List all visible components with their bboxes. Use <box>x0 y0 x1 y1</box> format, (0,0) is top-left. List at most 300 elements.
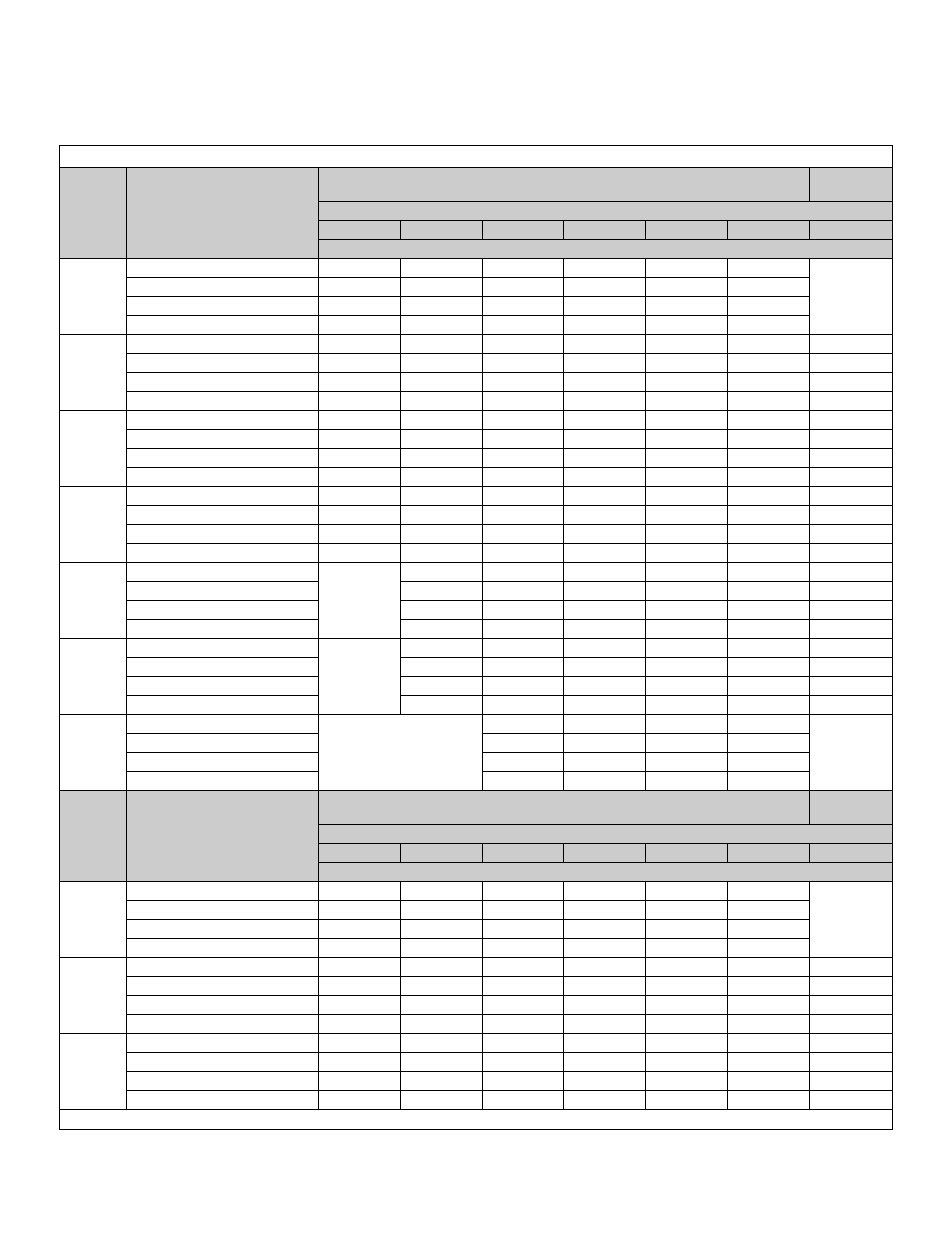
row-name <box>127 1015 319 1034</box>
data-cell <box>810 582 893 601</box>
header-group <box>319 791 810 825</box>
data-cell <box>483 449 564 468</box>
data-cell <box>319 506 401 525</box>
table-row <box>60 939 893 958</box>
data-cell <box>319 278 401 297</box>
data-cell <box>401 696 483 715</box>
row-name <box>127 920 319 939</box>
data-cell <box>646 449 728 468</box>
data-cell <box>401 392 483 411</box>
row-name <box>127 449 319 468</box>
row-name <box>127 278 319 297</box>
data-cell <box>483 639 564 658</box>
data-cell <box>319 1015 401 1034</box>
data-cell <box>483 544 564 563</box>
data-cell <box>728 582 810 601</box>
data-cell <box>646 468 728 487</box>
data-cell <box>564 958 646 977</box>
table-row <box>60 487 893 506</box>
data-cell <box>810 392 893 411</box>
data-cell <box>483 259 564 278</box>
data-cell <box>810 1053 893 1072</box>
data-cell <box>483 392 564 411</box>
group-label <box>60 882 127 958</box>
data-cell <box>483 1091 564 1110</box>
data-cell <box>319 1091 401 1110</box>
row-name <box>127 373 319 392</box>
data-cell <box>646 373 728 392</box>
row-name <box>127 620 319 639</box>
data-cell <box>401 316 483 335</box>
data-cell <box>483 939 564 958</box>
data-cell <box>646 278 728 297</box>
row-name <box>127 316 319 335</box>
data-cell <box>483 373 564 392</box>
header-last <box>810 168 893 202</box>
data-cell <box>728 734 810 753</box>
data-cell <box>401 601 483 620</box>
group-label <box>60 259 127 335</box>
data-cell <box>319 939 401 958</box>
table-row <box>60 977 893 996</box>
row-name <box>127 958 319 977</box>
row-name <box>127 658 319 677</box>
data-cell <box>728 882 810 901</box>
data-cell <box>319 373 401 392</box>
data-cell <box>564 977 646 996</box>
data-cell <box>401 920 483 939</box>
data-cell <box>401 297 483 316</box>
row-name <box>127 259 319 278</box>
data-cell <box>728 601 810 620</box>
data-cell <box>319 563 401 639</box>
data-cell <box>646 335 728 354</box>
data-cell <box>564 939 646 958</box>
table-row <box>60 677 893 696</box>
data-cell <box>319 449 401 468</box>
data-cell <box>728 1053 810 1072</box>
data-cell <box>483 1015 564 1034</box>
data-cell <box>728 696 810 715</box>
data-cell <box>728 449 810 468</box>
table-row <box>60 449 893 468</box>
data-cell <box>728 658 810 677</box>
data-cell <box>564 696 646 715</box>
data-cell <box>483 582 564 601</box>
data-cell <box>401 882 483 901</box>
data-cell <box>728 920 810 939</box>
table-row <box>60 1034 893 1053</box>
row-name <box>127 563 319 582</box>
data-cell <box>564 316 646 335</box>
data-cell <box>564 544 646 563</box>
data-cell <box>401 620 483 639</box>
table-footnote <box>60 1110 893 1130</box>
header-col-1 <box>60 791 127 882</box>
data-cell <box>401 1072 483 1091</box>
header-column-3 <box>483 221 564 240</box>
data-cell <box>401 430 483 449</box>
data-cell <box>646 753 728 772</box>
data-cell <box>319 525 401 544</box>
data-cell <box>564 1034 646 1053</box>
header-column-4 <box>564 221 646 240</box>
data-cell <box>646 430 728 449</box>
data-cell <box>728 392 810 411</box>
data-cell <box>646 601 728 620</box>
data-cell <box>483 525 564 544</box>
row-name <box>127 734 319 753</box>
data-cell <box>401 1015 483 1034</box>
data-cell <box>646 958 728 977</box>
data-cell <box>483 620 564 639</box>
data-cell <box>728 297 810 316</box>
data-cell <box>810 354 893 373</box>
title-row <box>60 146 893 168</box>
data-cell <box>564 354 646 373</box>
data-cell <box>728 430 810 449</box>
data-cell <box>564 278 646 297</box>
data-cell <box>564 335 646 354</box>
data-cell <box>564 715 646 734</box>
data-cell <box>564 392 646 411</box>
data-cell <box>564 1091 646 1110</box>
data-cell <box>483 487 564 506</box>
data-cell <box>646 582 728 601</box>
data-cell <box>401 639 483 658</box>
table-row <box>60 901 893 920</box>
data-cell <box>646 677 728 696</box>
data-cell <box>810 373 893 392</box>
data-cell <box>728 354 810 373</box>
row-name <box>127 544 319 563</box>
data-cell <box>646 1091 728 1110</box>
data-cell <box>646 544 728 563</box>
table-row <box>60 996 893 1015</box>
data-cell <box>483 696 564 715</box>
header-subgroup <box>319 202 893 221</box>
data-cell <box>810 620 893 639</box>
data-cell <box>810 430 893 449</box>
data-cell <box>728 506 810 525</box>
data-cell <box>401 563 483 582</box>
data-cell <box>564 297 646 316</box>
table-row <box>60 297 893 316</box>
header-column-5 <box>646 221 728 240</box>
data-cell <box>646 715 728 734</box>
table-row <box>60 278 893 297</box>
data-cell <box>483 882 564 901</box>
data-cell <box>564 734 646 753</box>
data-cell <box>728 487 810 506</box>
group-label <box>60 958 127 1034</box>
data-cell <box>728 316 810 335</box>
data-cell <box>810 1034 893 1053</box>
data-cell <box>810 487 893 506</box>
row-name <box>127 430 319 449</box>
data-cell <box>401 958 483 977</box>
table-row <box>60 354 893 373</box>
group-label <box>60 335 127 411</box>
data-cell <box>728 620 810 639</box>
data-cell <box>810 882 893 958</box>
data-cell <box>810 677 893 696</box>
data-cell <box>319 335 401 354</box>
header-column-1 <box>319 844 401 863</box>
table-row <box>60 601 893 620</box>
data-cell <box>564 525 646 544</box>
data-cell <box>483 468 564 487</box>
data-cell <box>810 958 893 977</box>
data-cell <box>646 1034 728 1053</box>
group-label <box>60 715 127 791</box>
data-cell <box>564 901 646 920</box>
data-cell <box>483 506 564 525</box>
data-cell <box>646 696 728 715</box>
data-cell <box>728 901 810 920</box>
table-row <box>60 506 893 525</box>
data-cell <box>728 639 810 658</box>
header-col-2 <box>127 168 319 259</box>
data-cell <box>483 715 564 734</box>
data-cell <box>483 1053 564 1072</box>
data-cell <box>728 996 810 1015</box>
data-cell <box>810 506 893 525</box>
row-name <box>127 1091 319 1110</box>
row-name <box>127 977 319 996</box>
row-name <box>127 297 319 316</box>
data-cell <box>564 658 646 677</box>
header-group <box>319 168 810 202</box>
data-cell <box>646 392 728 411</box>
data-cell <box>646 658 728 677</box>
data-cell <box>728 278 810 297</box>
header-column-1 <box>319 221 401 240</box>
data-cell <box>483 958 564 977</box>
data-cell <box>483 316 564 335</box>
data-cell <box>483 1034 564 1053</box>
data-cell <box>564 620 646 639</box>
row-name <box>127 996 319 1015</box>
data-cell <box>810 658 893 677</box>
data-cell <box>483 1072 564 1091</box>
group-label <box>60 411 127 487</box>
header-last <box>810 791 893 825</box>
row-name <box>127 1053 319 1072</box>
data-cell <box>810 1015 893 1034</box>
data-cell <box>319 487 401 506</box>
data-cell <box>564 601 646 620</box>
header-column-5 <box>646 844 728 863</box>
table-row <box>60 468 893 487</box>
data-cell <box>483 430 564 449</box>
header-subgroup <box>319 825 893 844</box>
row-name <box>127 882 319 901</box>
data-cell <box>646 316 728 335</box>
data-cell <box>646 259 728 278</box>
data-cell <box>319 1053 401 1072</box>
data-cell <box>483 920 564 939</box>
data-cell <box>728 958 810 977</box>
data-cell <box>483 901 564 920</box>
data-cell <box>646 1015 728 1034</box>
data-cell <box>319 882 401 901</box>
row-name <box>127 525 319 544</box>
data-cell <box>319 392 401 411</box>
table-row <box>60 544 893 563</box>
row-name <box>127 939 319 958</box>
data-cell <box>319 920 401 939</box>
header-col-2 <box>127 791 319 882</box>
data-cell <box>319 411 401 430</box>
table-row <box>60 715 893 734</box>
data-cell <box>564 373 646 392</box>
section-header-row <box>60 791 893 825</box>
data-cell <box>483 335 564 354</box>
row-name <box>127 715 319 734</box>
data-cell <box>810 977 893 996</box>
table-row <box>60 316 893 335</box>
data-cell <box>728 411 810 430</box>
data-cell <box>810 1072 893 1091</box>
data-cell <box>319 715 483 791</box>
table-row <box>60 582 893 601</box>
data-cell <box>728 563 810 582</box>
data-cell <box>810 696 893 715</box>
data-cell <box>810 449 893 468</box>
data-cell <box>401 278 483 297</box>
table-row <box>60 658 893 677</box>
data-cell <box>646 1072 728 1091</box>
row-name <box>127 601 319 620</box>
data-cell <box>646 920 728 939</box>
data-cell <box>728 525 810 544</box>
data-cell <box>401 544 483 563</box>
data-cell <box>564 563 646 582</box>
data-cell <box>401 1053 483 1072</box>
data-cell <box>728 544 810 563</box>
row-name <box>127 696 319 715</box>
header-col-1 <box>60 168 127 259</box>
data-cell <box>483 278 564 297</box>
section-header-row <box>60 168 893 202</box>
table-row <box>60 639 893 658</box>
table-row <box>60 1091 893 1110</box>
data-cell <box>401 487 483 506</box>
data-cell <box>564 487 646 506</box>
data-cell <box>483 734 564 753</box>
table-row <box>60 430 893 449</box>
data-cell <box>401 525 483 544</box>
data-cell <box>401 373 483 392</box>
data-cell <box>728 1015 810 1034</box>
data-cell <box>810 544 893 563</box>
data-cell <box>646 639 728 658</box>
header-column-6 <box>728 221 810 240</box>
data-cell <box>564 430 646 449</box>
data-cell <box>646 734 728 753</box>
row-name <box>127 468 319 487</box>
row-name <box>127 1072 319 1091</box>
data-cell <box>728 468 810 487</box>
data-cell <box>646 977 728 996</box>
data-cell <box>564 639 646 658</box>
data-cell <box>564 411 646 430</box>
row-name <box>127 354 319 373</box>
table-row <box>60 392 893 411</box>
table-title <box>60 146 893 168</box>
row-name <box>127 753 319 772</box>
data-cell <box>728 977 810 996</box>
table-row <box>60 1053 893 1072</box>
table-row <box>60 411 893 430</box>
header-column-7 <box>810 844 893 863</box>
data-cell <box>401 901 483 920</box>
data-cell <box>401 335 483 354</box>
data-cell <box>319 1072 401 1091</box>
group-label <box>60 1034 127 1110</box>
data-cell <box>483 354 564 373</box>
row-name <box>127 677 319 696</box>
data-cell <box>564 468 646 487</box>
data-cell <box>564 1072 646 1091</box>
header-units <box>319 863 893 882</box>
data-cell <box>728 373 810 392</box>
row-name <box>127 487 319 506</box>
table-row <box>60 958 893 977</box>
table-row <box>60 620 893 639</box>
table-body <box>60 146 893 1130</box>
table-row <box>60 882 893 901</box>
data-cell <box>401 449 483 468</box>
data-cell <box>319 1034 401 1053</box>
table-row <box>60 1072 893 1091</box>
data-cell <box>646 901 728 920</box>
data-cell <box>646 506 728 525</box>
data-cell <box>810 411 893 430</box>
row-name <box>127 506 319 525</box>
header-column-7 <box>810 221 893 240</box>
data-cell <box>810 563 893 582</box>
data-cell <box>810 601 893 620</box>
data-cell <box>401 468 483 487</box>
data-cell <box>319 901 401 920</box>
data-cell <box>646 1053 728 1072</box>
data-cell <box>810 335 893 354</box>
header-column-2 <box>401 221 483 240</box>
data-cell <box>483 601 564 620</box>
data-cell <box>564 677 646 696</box>
data-cell <box>728 259 810 278</box>
row-name <box>127 772 319 791</box>
data-cell <box>646 882 728 901</box>
header-column-4 <box>564 844 646 863</box>
table-row <box>60 259 893 278</box>
data-cell <box>728 677 810 696</box>
data-cell <box>401 259 483 278</box>
group-label <box>60 639 127 715</box>
data-cell <box>646 297 728 316</box>
data-cell <box>483 658 564 677</box>
data-cell <box>810 1091 893 1110</box>
data-cell <box>728 715 810 734</box>
data-cell <box>401 411 483 430</box>
data-cell <box>810 525 893 544</box>
data-cell <box>646 996 728 1015</box>
data-cell <box>810 715 893 791</box>
data-cell <box>810 259 893 335</box>
data-cell <box>319 996 401 1015</box>
